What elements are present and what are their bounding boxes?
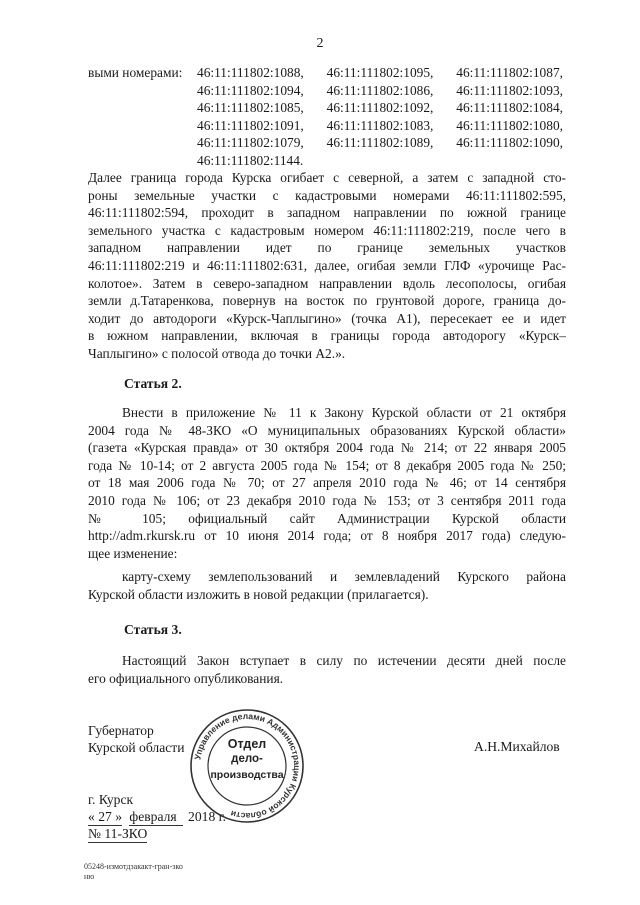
cadastral-number-list xyxy=(197,64,563,170)
governor-title-line: Губернатор xyxy=(88,723,154,738)
text-line: Далее граница города Курска огибает с северной, а затем с западной сто- xyxy=(88,170,566,185)
text-line: земли д.Татаренкова, повернув на восток по грунтовой дороге, граница до- xyxy=(88,293,566,309)
text-line: Курской области изложить в новой редакции (прилагается). xyxy=(88,586,429,602)
text-line: (газета «Курская правда» от 30 октября 2004 года № 214; от 22 января 2005 xyxy=(88,440,566,456)
text-line: Настоящий Закон вступает в силу по истечении десяти дней после xyxy=(122,653,566,668)
stamp-line-1: Отдел xyxy=(227,737,267,751)
text-line: http://adm.rkursk.ru от 10 июня 2014 года; от 8 ноября 2017 года) следую- xyxy=(88,528,566,544)
article-2-change xyxy=(88,568,566,603)
law-number-text: № 11-ЗКО xyxy=(88,826,148,841)
date-month: февраля xyxy=(129,808,182,826)
city-line: г. Курск xyxy=(88,792,134,807)
stamp-line-3: производства xyxy=(210,769,284,781)
article-3-paragraph xyxy=(88,652,566,687)
date-day: « 27 » xyxy=(88,809,122,824)
page-number: 2 xyxy=(316,36,324,51)
text-line: 2010 года № 106; от 23 декабря 2010 года № 153; от 3 сентября 2011 года xyxy=(88,492,566,508)
stamp-line-2: дело- xyxy=(231,753,263,765)
cadastral-line: 46:11:111802:1085, 46:11:111802:1092, 46:11:111802:1084, xyxy=(197,100,563,116)
article-2-paragraph xyxy=(88,404,566,562)
text-line: в южном направлении, включая в границы города автодорогу «Курск– xyxy=(88,328,566,344)
text-line: западном направлении идет по границе земельных участков xyxy=(88,240,566,256)
text-line: роны земельные участки с кадастровыми номерами 46:11:111802:595, xyxy=(88,187,566,203)
cadastral-line: 46:11:111802:1094, 46:11:111802:1086, 46:11:111802:1093, xyxy=(197,82,563,98)
cadastral-intro: выми номерами: xyxy=(88,65,183,80)
article-2-heading: Статья 2. xyxy=(124,376,182,391)
governor-title xyxy=(88,722,185,756)
text-line: № 105; официальный сайт Администрации Курской области xyxy=(88,510,566,526)
cadastral-line: 46:11:111802:1079, 46:11:111802:1089, 46:11:111802:1090, xyxy=(197,135,563,151)
text-line: его официального опубликования. xyxy=(88,670,284,686)
file-reference-line-2: ню xyxy=(84,872,95,881)
file-reference-footer xyxy=(84,862,183,882)
text-line: колотое». Затем в северо-западном направлении вдоль лесополосы, огибая xyxy=(88,275,566,291)
signing-date xyxy=(88,808,226,826)
date-year: 2018 г. xyxy=(188,809,227,824)
text-line: от 18 мая 2006 года № 70; от 27 апреля 2010 года № 46; от 14 сентября xyxy=(88,475,566,491)
text-line: земельного участка с кадастровым номером 46:11:111802:219, после чего в xyxy=(88,222,566,238)
text-line: Чаплыгино» с полосой отвода до точки А2.». xyxy=(88,345,346,361)
text-line: 2004 года № 48-ЗКО «О муниципальных образованиях Курской области» xyxy=(88,422,566,438)
cadastral-line: 46:11:111802:1091, 46:11:111802:1083, 46:11:111802:1080, xyxy=(197,117,563,133)
boundary-paragraph xyxy=(88,169,566,363)
text-line: щее изменение: xyxy=(88,545,178,561)
cadastral-line: 46:11:111802:1144. xyxy=(197,152,304,168)
article-3-heading: Статья 3. xyxy=(124,622,182,637)
law-number xyxy=(88,825,147,843)
text-line: 46:11:111802:594, проходит в западном направлении по южной границе xyxy=(88,205,566,221)
file-reference-line-1: 05248-измотдзакакт-гран-зко xyxy=(84,862,183,871)
governor-region-line: Курской области xyxy=(88,740,185,755)
stamp-ring-text: Управление делами Администрации Курской области xyxy=(192,710,303,822)
text-line: года № 10-14; от 2 августа 2005 года № 154; от 8 декабря 2005 года № 250; xyxy=(88,457,566,473)
text-line: карту-схему землепользований и землевладений Курского района xyxy=(122,569,566,584)
text-line: ходит до автодороги «Курск-Чаплыгино» (точка А1), пересекает ее и идет xyxy=(88,310,566,326)
text-line: 46:11:111802:219 и 46:11:111802:631, далее, огибая земли ГЛФ «урочище Рас- xyxy=(88,257,566,273)
governor-name: А.Н.Михайлов xyxy=(474,739,560,754)
text-line: Внести в приложение № 11 к Закону Курской области от 21 октября xyxy=(122,405,566,420)
cadastral-line: 46:11:111802:1088, 46:11:111802:1095, 46:11:111802:1087, xyxy=(197,65,563,80)
